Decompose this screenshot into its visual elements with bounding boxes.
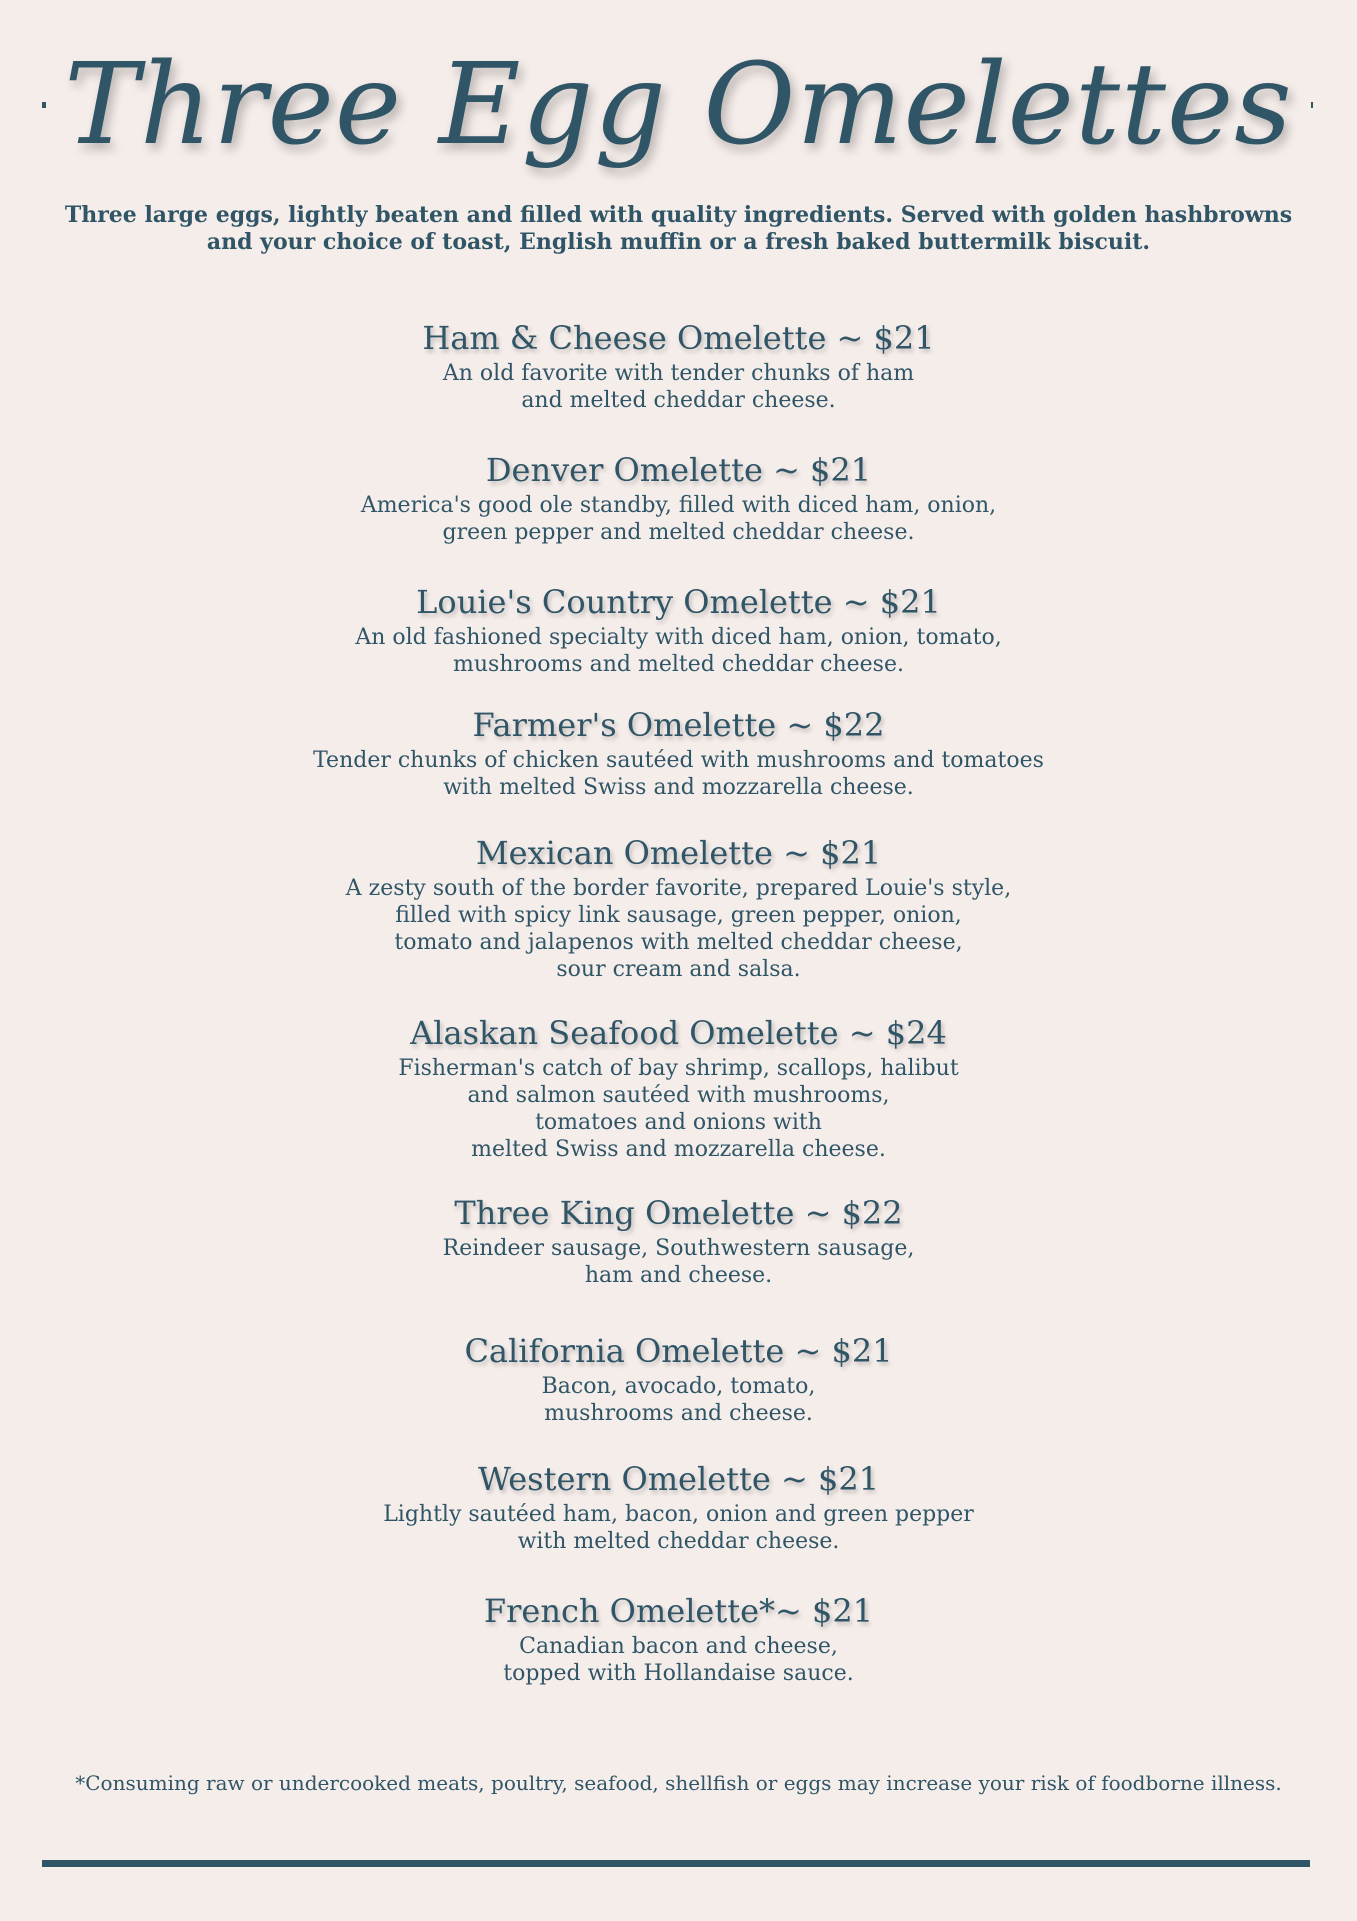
menu-item-name: Farmer's Omelette ~ $22 [472,706,885,744]
menu-item [0,1459,1357,1555]
page-title [0,30,1357,180]
menu-item [0,833,1357,983]
menu-item-description: Tender chunks of chicken sautéed with mushrooms and tomatoes with melted Swiss and mozzarella cheese. [313,748,1044,800]
menu-item-name: Mexican Omelette ~ $21 [475,834,882,872]
menu-item-description: America's good ole standby, filled with diced ham, onion, green pepper and melted cheddar cheese. [360,493,997,545]
menu-item-description: A zesty south of the border favorite, prepared Louie's style, filled with spicy link sausage, green pepper, onion, tomato and jalapenos with melted cheddar cheese, sour cream and salsa. [345,876,1012,982]
menu-item-description: Lightly sautéed ham, bacon, onion and green pepper with melted cheddar cheese. [383,1502,974,1554]
intro-text: Three large eggs, lightly beaten and filled with quality ingredients. Served with golden hashbrowns and your choice of toast, English muffin or a fresh baked buttermilk biscuit. [64,202,1293,255]
menu-item [0,582,1357,678]
menu-item-name: California Omelette ~ $21 [464,1332,893,1370]
menu-item-description: An old fashioned specialty with diced ham, onion, tomato, mushrooms and melted cheddar cheese. [355,625,1002,677]
menu-item-description: Bacon, avocado, tomato, mushrooms and cheese. [541,1374,816,1426]
menu-item-description: An old favorite with tender chunks of ham and melted cheddar cheese. [442,361,915,413]
title-banner [0,30,1357,180]
menu-item-name: Louie's Country Omelette ~ $21 [416,583,941,621]
menu-item-name: French Omelette*~ $21 [483,1592,874,1630]
menu-item-description: Canadian bacon and cheese, topped with Hollandaise sauce. [503,1634,854,1686]
menu-item [0,318,1357,414]
bottom-divider [42,1860,1310,1867]
menu-item [0,1013,1357,1163]
menu-item-name: Three King Omelette ~ $22 [454,1194,903,1232]
menu-item-name: Denver Omelette ~ $21 [485,451,872,489]
menu-item-description: Reindeer sausage, Southwestern sausage, ham and cheese. [442,1236,915,1288]
page-title-text: Three Egg Omelettes [46,40,1310,170]
menu-item-description: Fisherman's catch of bay shrimp, scallops, halibut and salmon sautéed with mushrooms, tomatoes and onions with melted Swiss and mozzarella cheese. [398,1056,959,1162]
menu-item [0,450,1357,546]
menu-item [0,705,1357,801]
menu-item-name: Western Omelette ~ $21 [477,1460,880,1498]
menu-item-name: Alaskan Seafood Omelette ~ $24 [410,1014,947,1052]
menu-item-name: Ham & Cheese Omelette ~ $21 [422,319,935,357]
menu-item [0,1331,1357,1427]
menu-item [0,1193,1357,1289]
menu-item [0,1591,1357,1687]
health-disclaimer: *Consuming raw or undercooked meats, poultry, seafood, shellfish or eggs may increase your risk of foodborne illness. [75,1771,1282,1795]
